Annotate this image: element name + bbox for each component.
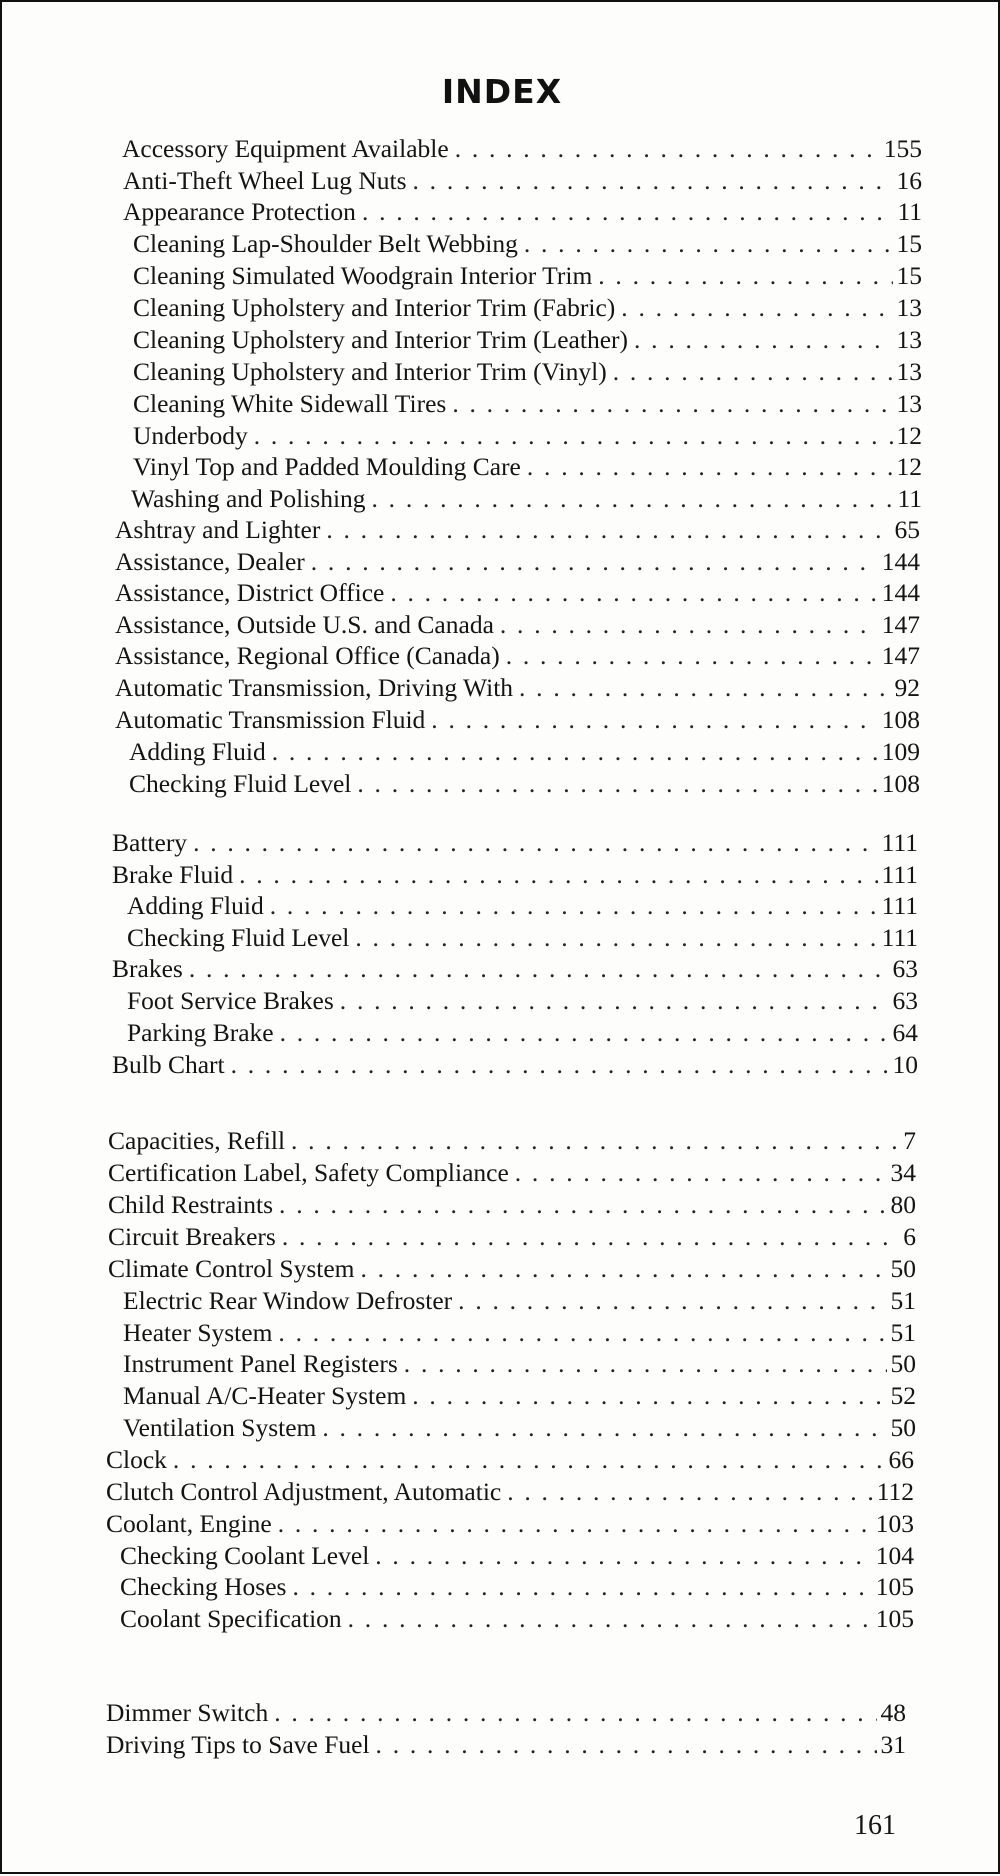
- dot-leader: [518, 227, 893, 261]
- index-entry-page: 112: [876, 1477, 914, 1506]
- index-entry-label: Cleaning Upholstery and Interior Trim (Vinyl): [133, 357, 607, 386]
- index-entry-label: Circuit Breakers: [108, 1222, 276, 1251]
- index-entry-label: Battery: [112, 828, 188, 857]
- index-entry-page: 7: [903, 1126, 916, 1155]
- dot-leader: [274, 1016, 889, 1050]
- index-entry-label: Vinyl Top and Padded Moulding Care: [133, 452, 521, 481]
- index-entry: [122, 132, 922, 166]
- index-entry-label: Washing and Polishing: [131, 484, 366, 513]
- index-entry-label: Brakes: [112, 954, 183, 983]
- index-entry: [123, 1379, 916, 1413]
- index-entry-page: 52: [890, 1381, 916, 1410]
- dot-leader: [615, 291, 892, 325]
- index-entry-label: Instrument Panel Registers: [123, 1349, 398, 1378]
- dot-leader: [266, 735, 878, 769]
- dot-leader: [276, 1220, 899, 1254]
- index-entry-page: 12: [896, 421, 922, 450]
- index-entry-label: Automatic Transmission, Driving With: [115, 673, 514, 702]
- index-entry-page: 147: [881, 610, 920, 639]
- index-entry-page: 63: [892, 986, 918, 1015]
- index-entry-label: Dimmer Switch: [106, 1698, 269, 1727]
- dot-leader: [449, 132, 880, 166]
- index-entry-label: Child Restraints: [108, 1190, 274, 1219]
- index-entry-label: Cleaning Simulated Woodgrain Interior Trim: [133, 261, 593, 290]
- dot-leader: [320, 513, 890, 547]
- index-entry-label: Automatic Transmission Fluid: [115, 705, 426, 734]
- index-entry-label: Checking Fluid Level: [129, 769, 352, 798]
- index-entry-page: 63: [892, 954, 918, 983]
- index-entry-label: Parking Brake: [127, 1018, 274, 1047]
- dot-leader: [187, 826, 878, 860]
- index-entry-page: 11: [897, 484, 922, 513]
- index-entry-label: Driving Tips to Save Fuel: [106, 1730, 370, 1759]
- index-entry-label: Electric Rear Window Defroster: [123, 1286, 453, 1315]
- dot-leader: [272, 1507, 872, 1541]
- dot-leader: [452, 1284, 886, 1318]
- index-entry: [127, 984, 918, 1018]
- index-entry-page: 34: [890, 1158, 916, 1187]
- index-entry: [115, 513, 920, 547]
- index-entry-page: 65: [894, 515, 920, 544]
- index-entry: [127, 921, 918, 955]
- dot-leader: [384, 576, 877, 610]
- dot-leader: [406, 1379, 886, 1413]
- dot-leader: [509, 1156, 887, 1190]
- index-entry-label: Assistance, Regional Office (Canada): [115, 641, 500, 670]
- index-entry-page: 64: [892, 1018, 918, 1047]
- page-number: 161: [854, 1810, 896, 1841]
- dot-leader: [592, 259, 892, 293]
- index-entry: [123, 1284, 916, 1318]
- dot-leader: [356, 195, 894, 229]
- index-entry: [123, 1316, 916, 1350]
- index-entry-label: Anti-Theft Wheel Lug Nuts: [123, 166, 407, 195]
- index-entry-page: 11: [897, 197, 922, 226]
- dot-leader: [285, 1124, 899, 1158]
- dot-leader: [349, 921, 877, 955]
- index-entry-label: Bulb Chart: [112, 1050, 225, 1079]
- index-entry: [131, 482, 922, 516]
- index-entry-page: 103: [875, 1509, 914, 1538]
- index-entry-label: Checking Fluid Level: [127, 923, 350, 952]
- index-entry-page: 66: [888, 1445, 914, 1474]
- index-entry-page: 12: [896, 452, 922, 481]
- index-entry-label: Certification Label, Safety Compliance: [108, 1158, 509, 1187]
- index-entry-label: Manual A/C-Heater System: [123, 1381, 407, 1410]
- dot-leader: [513, 671, 890, 705]
- dot-leader: [366, 482, 894, 516]
- index-entry: [106, 1443, 914, 1477]
- index-entry: [106, 1696, 906, 1730]
- index-entry: [112, 826, 918, 860]
- index-entry-label: Climate Control System: [108, 1254, 355, 1283]
- index-entry-label: Cleaning Upholstery and Interior Trim (Leather): [133, 325, 629, 354]
- index-entry-page: 13: [896, 357, 922, 386]
- dot-leader: [233, 858, 878, 892]
- index-entry-label: Capacities, Refill: [108, 1126, 286, 1155]
- index-entry-label: Adding Fluid: [127, 891, 264, 920]
- index-entry-label: Brake Fluid: [112, 860, 234, 889]
- index-entry-label: Ashtray and Lighter: [115, 515, 321, 544]
- index-entry-page: 111: [881, 891, 918, 920]
- index-entry-page: 109: [881, 737, 920, 766]
- index-entry-page: 155: [883, 134, 922, 163]
- dot-leader: [355, 1252, 887, 1286]
- index-entry: [108, 1220, 916, 1254]
- index-entry-page: 50: [890, 1349, 916, 1378]
- index-entry-page: 13: [896, 389, 922, 418]
- index-entry-label: Coolant, Engine: [106, 1509, 272, 1538]
- index-entry: [133, 387, 922, 421]
- index-entry: [123, 195, 922, 229]
- index-entry-page: 111: [881, 923, 918, 952]
- index-entry-label: Cleaning Lap-Shoulder Belt Webbing: [133, 229, 518, 258]
- index-entry-page: 50: [890, 1413, 916, 1442]
- index-entry: [112, 952, 918, 986]
- index-entry: [108, 1252, 916, 1286]
- index-entry-label: Coolant Specification: [120, 1604, 342, 1633]
- index-entry: [120, 1539, 914, 1573]
- index-entry-label: Heater System: [123, 1318, 273, 1347]
- index-entry: [115, 576, 920, 610]
- index-entry: [106, 1507, 914, 1541]
- index-entry-page: 31: [880, 1730, 906, 1759]
- index-entry: [108, 1156, 916, 1190]
- index-entry: [129, 767, 920, 801]
- index-entry-label: Checking Coolant Level: [120, 1541, 370, 1570]
- index-entry: [133, 419, 922, 453]
- index-entry: [108, 1188, 916, 1222]
- dot-leader: [500, 639, 878, 673]
- dot-leader: [286, 1570, 871, 1604]
- index-list: [2, 2, 1000, 1876]
- index-entry: [127, 1016, 918, 1050]
- page-title: INDEX: [441, 72, 563, 111]
- dot-leader: [167, 1443, 885, 1477]
- dot-leader: [272, 1316, 886, 1350]
- index-entry: [115, 671, 920, 705]
- index-entry-label: Assistance, Dealer: [115, 547, 305, 576]
- index-entry-page: 13: [896, 293, 922, 322]
- index-entry: [112, 1048, 918, 1082]
- index-entry: [123, 164, 922, 198]
- index-entry-label: Assistance, District Office: [115, 578, 385, 607]
- index-entry: [123, 1411, 916, 1445]
- index-entry-label: Assistance, Outside U.S. and Canada: [115, 610, 494, 639]
- index-entry-page: 104: [875, 1541, 914, 1570]
- index-entry: [120, 1602, 914, 1636]
- index-entry-page: 6: [903, 1222, 916, 1251]
- index-entry-label: Clock: [106, 1445, 167, 1474]
- index-entry: [106, 1728, 906, 1762]
- dot-leader: [370, 1728, 877, 1762]
- dot-leader: [407, 164, 893, 198]
- index-entry-label: Checking Hoses: [120, 1572, 287, 1601]
- dot-leader: [305, 545, 878, 579]
- index-entry-page: 51: [890, 1318, 916, 1347]
- dot-leader: [494, 608, 878, 642]
- dot-leader: [225, 1048, 889, 1082]
- dot-leader: [334, 984, 889, 1018]
- index-entry-page: 48: [880, 1698, 906, 1727]
- index-entry: [127, 889, 918, 923]
- index-entry: [115, 608, 920, 642]
- index-entry-page: 92: [894, 673, 920, 702]
- index-entry-page: 13: [896, 325, 922, 354]
- index-entry: [123, 1347, 916, 1381]
- index-entry-page: 16: [896, 166, 922, 195]
- index-entry-label: Foot Service Brakes: [127, 986, 334, 1015]
- index-entry: [129, 735, 920, 769]
- index-entry: [133, 355, 922, 389]
- index-entry: [133, 291, 922, 325]
- index-entry-page: 50: [890, 1254, 916, 1283]
- index-entry: [115, 545, 920, 579]
- index-entry: [115, 703, 920, 737]
- dot-leader: [607, 355, 893, 389]
- dot-leader: [501, 1475, 872, 1509]
- index-entry: [120, 1570, 914, 1604]
- index-entry-page: 144: [881, 547, 920, 576]
- dot-leader: [183, 952, 889, 986]
- index-entry-page: 10: [892, 1050, 918, 1079]
- dot-leader: [398, 1347, 887, 1381]
- index-entry-page: 108: [881, 705, 920, 734]
- dot-leader: [342, 1602, 872, 1636]
- index-entry: [133, 450, 922, 484]
- index-entry-page: 144: [881, 578, 920, 607]
- index-entry-page: 111: [881, 860, 918, 889]
- index-entry: [112, 858, 918, 892]
- dot-leader: [351, 767, 877, 801]
- index-entry-label: Underbody: [133, 421, 248, 450]
- index-entry-label: Clutch Control Adjustment, Automatic: [106, 1477, 502, 1506]
- dot-leader: [264, 889, 878, 923]
- index-entry-page: 15: [896, 261, 922, 290]
- index-entry-page: 15: [896, 229, 922, 258]
- index-entry-label: Cleaning Upholstery and Interior Trim (Fabric): [133, 293, 616, 322]
- index-entry-label: Cleaning White Sidewall Tires: [133, 389, 447, 418]
- index-entry-page: 51: [890, 1286, 916, 1315]
- index-entry: [133, 323, 922, 357]
- index-entry-label: Ventilation System: [123, 1413, 317, 1442]
- dot-leader: [268, 1696, 876, 1730]
- dot-leader: [628, 323, 892, 357]
- dot-leader: [446, 387, 892, 421]
- dot-leader: [369, 1539, 871, 1573]
- dot-leader: [248, 419, 893, 453]
- index-entry-page: 111: [881, 828, 918, 857]
- index-entry-page: 108: [881, 769, 920, 798]
- index-entry: [106, 1475, 914, 1509]
- index-entry-page: 80: [890, 1190, 916, 1219]
- index-entry: [108, 1124, 916, 1158]
- dot-leader: [273, 1188, 886, 1222]
- index-entry: [133, 259, 922, 293]
- index-entry: [133, 227, 922, 261]
- index-entry-page: 105: [875, 1572, 914, 1601]
- index-entry-page: 147: [881, 641, 920, 670]
- dot-leader: [316, 1411, 886, 1445]
- dot-leader: [425, 703, 877, 737]
- index-entry: [115, 639, 920, 673]
- index-entry-label: Accessory Equipment Available: [122, 134, 449, 163]
- index-entry-label: Appearance Protection: [123, 197, 356, 226]
- dot-leader: [521, 450, 893, 484]
- index-entry-label: Adding Fluid: [129, 737, 266, 766]
- index-entry-page: 105: [875, 1604, 914, 1633]
